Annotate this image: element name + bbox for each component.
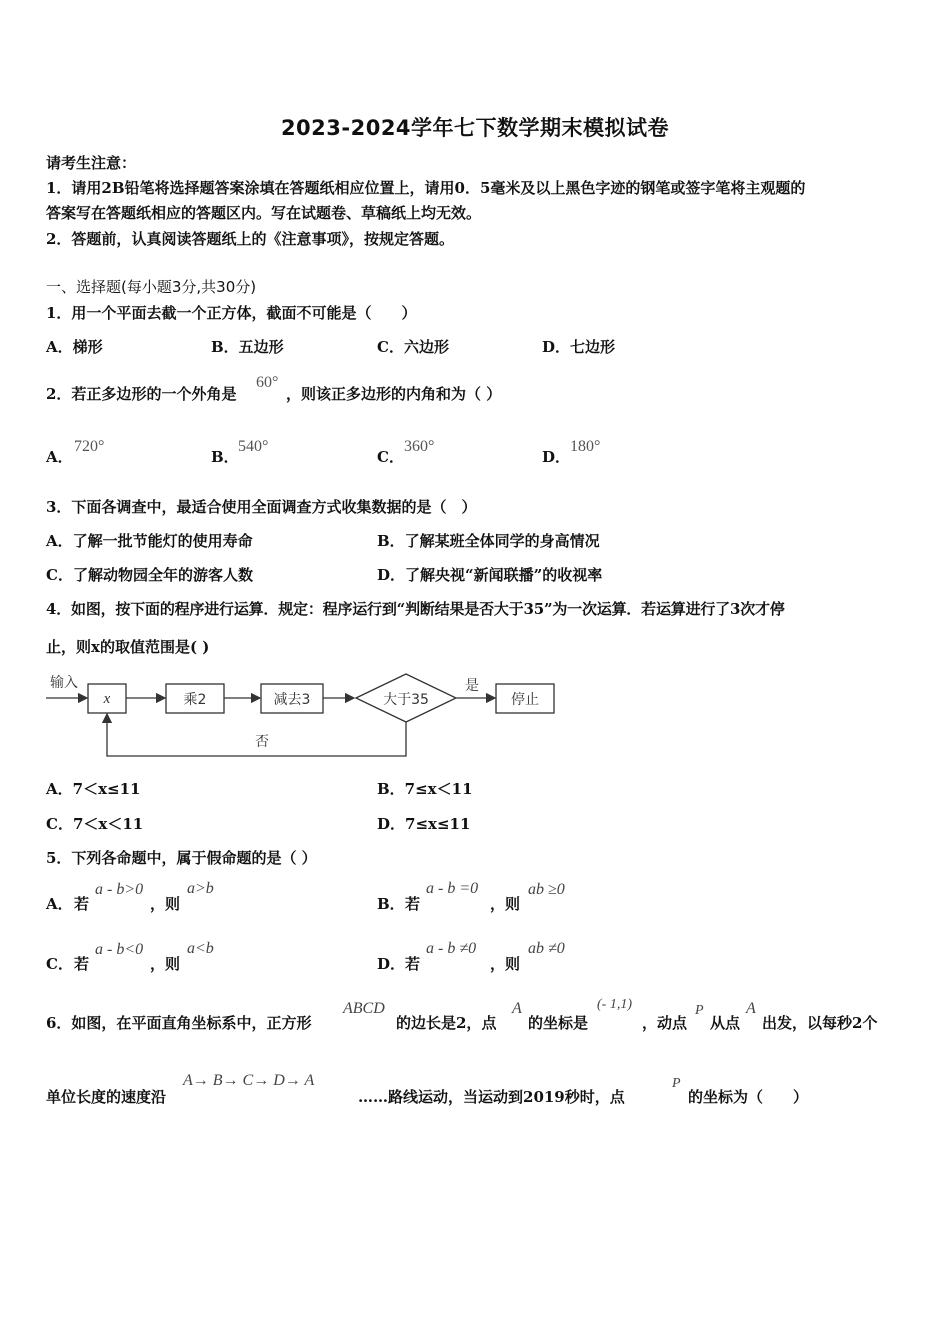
q6-math-coord: (- 1,1) — [597, 997, 632, 1012]
q5-option-d-condition: a - b ≠0 — [426, 940, 477, 957]
q1-option-d: D．七边形 — [542, 338, 616, 356]
q6-math-a2: A — [746, 1000, 756, 1017]
q5-option-a-ruo: 若 — [74, 895, 90, 913]
q6-line2-b: ……路线运动，当运动到2019秒时，点 — [358, 1088, 625, 1106]
q5-option-b-ruo: 若 — [405, 895, 421, 913]
q5-option-b-condition: a - b =0 — [426, 880, 479, 897]
q5-option-c-label: C． — [46, 955, 73, 973]
q6-text-2: 的边长是2，点 — [396, 1014, 497, 1032]
q2-angle: 60° — [256, 374, 279, 391]
q6-text-5: 从点 — [710, 1014, 741, 1032]
q6-math-p2: P — [672, 1076, 681, 1091]
q1-stem: 1．用一个平面去截一个正方体，截面不可能是（ ） — [46, 304, 417, 322]
q2-stem-a: 2．若正多边形的一个外角是 — [46, 385, 237, 403]
q6-math-p: P — [695, 1003, 704, 1018]
q6-math-abcd: ABCD — [343, 1000, 385, 1017]
q5-option-b-ze: ，则 — [490, 895, 521, 913]
q6-text-3: 的坐标是 — [528, 1014, 589, 1032]
q6-math-path: A→ B→ C→ D→ A — [183, 1072, 315, 1089]
q5-option-c-conclusion: a<b — [187, 940, 214, 957]
q2-option-d-label: D． — [542, 448, 571, 466]
flow-no-label: 否 — [255, 734, 269, 750]
q4-option-b: B．7≤x＜11 — [377, 780, 473, 798]
q1-option-c: C．六边形 — [377, 338, 449, 356]
flow-stop-label: 停止 — [511, 692, 539, 708]
page-title: 2023-2024学年七下数学期末模拟试卷 — [280, 116, 670, 140]
q2-stem-b: ，则该正多边形的内角和为（ ） — [286, 385, 502, 403]
q5-option-a-label: A． — [46, 895, 73, 913]
q2-option-c-value: 360° — [404, 438, 435, 455]
q2-option-b-value: 540° — [238, 438, 269, 455]
notice-heading: 请考生注意： — [46, 154, 137, 172]
q2-option-d-value: 180° — [570, 438, 601, 455]
q2-option-c-label: C． — [377, 448, 404, 466]
q5-option-b-conclusion: ab ≥0 — [528, 881, 565, 898]
notice-line-1: 1．请用2B铅笔将选择题答案涂填在答题纸相应位置上，请用0．5毫米及以上黑色字迹的钢笔或签字笔将主观题的 — [46, 179, 806, 197]
q5-stem: 5．下列各命题中，属于假命题的是（ ） — [46, 849, 317, 867]
q5-option-c-ze: ，则 — [150, 955, 181, 973]
flow-input-label: 输入 — [50, 675, 78, 691]
q5-option-c-ruo: 若 — [74, 955, 90, 973]
q5-option-d-ze: ，则 — [490, 955, 521, 973]
flow-subtract-label: 减去3 — [273, 692, 311, 708]
q1-option-a: A．梯形 — [46, 338, 103, 356]
q5-option-a-ze: ，则 — [150, 895, 181, 913]
q5-option-a-conclusion: a>b — [187, 880, 214, 897]
flow-x-label: x — [103, 691, 111, 707]
q5-option-a-condition: a - b>0 — [95, 881, 144, 898]
q6-line2-a: 单位长度的速度沿 — [46, 1088, 167, 1106]
q5-option-b-label: B． — [377, 895, 405, 913]
q4-option-a: A．7＜x≤11 — [46, 780, 141, 798]
notice-line-2: 2．答题前，认真阅读答题纸上的《注意事项》，按规定答题。 — [46, 230, 454, 248]
q2-option-a-label: A． — [46, 448, 73, 466]
q6-text-1: 6．如图，在平面直角坐标系中，正方形 — [46, 1014, 312, 1032]
q6-math-a: A — [512, 1000, 522, 1017]
q6-text-6: 出发，以每秒2个 — [762, 1014, 878, 1032]
notice-line-1b: 答案写在答题纸相应的答题区内。写在试题卷、草稿纸上均无效。 — [46, 204, 482, 222]
q5-option-d-label: D． — [377, 955, 406, 973]
q2-option-a-value: 720° — [74, 438, 105, 455]
q3-stem: 3．下面各调查中，最适合使用全面调查方式收集数据的是（ ） — [46, 498, 477, 516]
flow-yes-label: 是 — [465, 678, 479, 694]
q3-option-a: A．了解一批节能灯的使用寿命 — [46, 532, 253, 550]
q6-line2-c: 的坐标为（ ） — [688, 1088, 809, 1106]
q4-option-c: C．7＜x＜11 — [46, 815, 144, 833]
q4-stem-line-1: 4．如图，按下面的程序进行运算．规定：程序运行到“判断结果是否大于35”为一次运算．若运算进行了3次才停 — [46, 600, 785, 618]
flow-multiply-label: 乘2 — [183, 692, 207, 708]
q3-option-b: B．了解某班全体同学的身高情况 — [377, 532, 600, 550]
q5-option-c-condition: a - b<0 — [95, 941, 144, 958]
q3-option-d: D．了解央视“新闻联播”的收视率 — [377, 566, 603, 584]
q4-stem-line-2: 止，则x的取值范围是( ) — [46, 638, 210, 656]
flow-decision-label: 大于35 — [383, 692, 429, 708]
q5-option-d-conclusion: ab ≠0 — [528, 940, 565, 957]
q5-option-d-ruo: 若 — [405, 955, 421, 973]
q3-option-c: C．了解动物园全年的游客人数 — [46, 566, 253, 584]
q4-option-d: D．7≤x≤11 — [377, 815, 471, 833]
q1-option-b: B．五边形 — [211, 338, 284, 356]
q2-option-b-label: B． — [211, 448, 239, 466]
q6-text-4: ，动点 — [642, 1014, 688, 1032]
section-heading: 一、选择题(每小题3分,共30分) — [46, 278, 257, 296]
q4-flowchart — [40, 668, 570, 764]
